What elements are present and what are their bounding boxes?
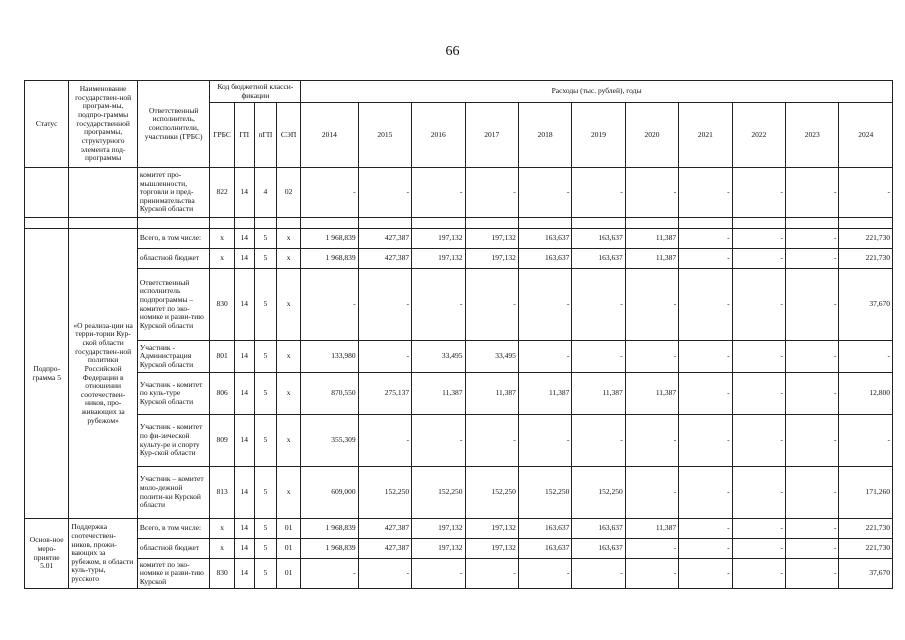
value-cell: - <box>625 559 678 589</box>
responsible-cell: комитет про-мышленности, торговли и пред-принимательства Курской области <box>137 168 210 218</box>
value-cell: 197,132 <box>412 519 465 539</box>
grbs-cell: x <box>210 519 234 539</box>
value-cell: 163,637 <box>518 229 571 249</box>
header-year: 2017 <box>465 103 518 168</box>
value-cell: - <box>625 168 678 218</box>
value-cell: - <box>518 168 571 218</box>
gp-cell: 14 <box>234 341 254 373</box>
value-cell: - <box>625 539 678 559</box>
value-cell: 152,250 <box>518 467 571 519</box>
responsible-cell: Ответственный исполнитель подпрограммы – комитет по эко-номике и разви-тию Курской области <box>137 269 210 341</box>
value-cell: - <box>572 559 625 589</box>
header-year: 2020 <box>625 103 678 168</box>
sep-cell: x <box>276 373 300 415</box>
value-cell: - <box>412 559 465 589</box>
table-row <box>25 519 893 539</box>
value-cell: 1 968,839 <box>301 229 358 249</box>
pgp-cell: 4 <box>254 168 276 218</box>
value-cell: 197,132 <box>465 229 518 249</box>
value-cell: 11,387 <box>518 373 571 415</box>
gp-cell: 14 <box>234 415 254 467</box>
value-cell: - <box>572 415 625 467</box>
value-cell: 275,137 <box>358 373 411 415</box>
responsible-cell: Участник - Администрация Курской области <box>137 341 210 373</box>
header-gp: ГП <box>234 103 254 168</box>
gp-cell: 14 <box>234 519 254 539</box>
value-cell: - <box>732 373 785 415</box>
value-cell: 163,637 <box>572 539 625 559</box>
page-number: 66 <box>445 44 460 59</box>
value-cell: 427,387 <box>358 229 411 249</box>
responsible-cell: областной бюджет <box>137 249 210 269</box>
header-year: 2016 <box>412 103 465 168</box>
value-cell: - <box>518 415 571 467</box>
header-year: 2014 <box>301 103 358 168</box>
grbs-cell: 830 <box>210 559 234 589</box>
value-cell: - <box>786 519 839 539</box>
value-cell: - <box>786 559 839 589</box>
value-cell: 11,387 <box>625 229 678 249</box>
value-cell: - <box>301 168 358 218</box>
value-cell: 221,730 <box>839 519 893 539</box>
value-cell: 163,637 <box>518 539 571 559</box>
subprogram-name: «О реализа-ции на терри-тории Кур-ской области государствен-ной политики Российской Федерации в отношении соотечествен-ников, про-живающих за рубежом» <box>69 229 138 519</box>
value-cell: - <box>732 269 785 341</box>
header-year: 2022 <box>732 103 785 168</box>
grbs-cell: x <box>210 249 234 269</box>
value-cell: 152,250 <box>358 467 411 519</box>
measure-name: Поддержка соотечествен-ников, прожи-вающих за рубежом, в области куль-туры, русского <box>69 519 138 589</box>
value-cell: 427,387 <box>358 249 411 269</box>
value-cell: - <box>625 467 678 519</box>
value-cell: - <box>679 519 732 539</box>
responsible-cell: Всего, в том числе: <box>137 229 210 249</box>
value-cell: - <box>732 341 785 373</box>
gp-cell: 14 <box>234 229 254 249</box>
value-cell: - <box>358 415 411 467</box>
value-cell: - <box>358 269 411 341</box>
table-row <box>25 467 893 519</box>
grbs-cell: 801 <box>210 341 234 373</box>
value-cell: - <box>786 269 839 341</box>
header-budget-code: Код бюджетной класси-фикации <box>210 81 301 103</box>
grbs-cell: 809 <box>210 415 234 467</box>
gp-cell: 14 <box>234 467 254 519</box>
pgp-cell: 5 <box>254 559 276 589</box>
value-cell: - <box>572 168 625 218</box>
value-cell: - <box>786 341 839 373</box>
value-cell: - <box>465 415 518 467</box>
value-cell: - <box>679 229 732 249</box>
value-cell: 870,550 <box>301 373 358 415</box>
sep-cell: x <box>276 341 300 373</box>
value-cell: - <box>786 415 839 467</box>
value-cell: 197,132 <box>412 249 465 269</box>
value-cell: 12,800 <box>839 373 893 415</box>
value-cell: - <box>412 269 465 341</box>
grbs-cell: 806 <box>210 373 234 415</box>
responsible-cell: комитет по эко-номике и разви-тию Курской <box>137 559 210 589</box>
header-year: 2024 <box>839 103 893 168</box>
value-cell: - <box>786 467 839 519</box>
header-year: 2019 <box>572 103 625 168</box>
sep-cell: 01 <box>276 559 300 589</box>
value-cell: 11,387 <box>572 373 625 415</box>
sep-cell: 02 <box>276 168 300 218</box>
value-cell: - <box>301 559 358 589</box>
value-cell: 427,387 <box>358 519 411 539</box>
value-cell: 163,637 <box>572 249 625 269</box>
value-cell: - <box>679 559 732 589</box>
table-row <box>25 249 893 269</box>
value-cell: - <box>625 415 678 467</box>
header-grbs: ГРБС <box>210 103 234 168</box>
gp-cell: 14 <box>234 269 254 341</box>
value-cell: 152,250 <box>572 467 625 519</box>
value-cell: 197,132 <box>465 539 518 559</box>
value-cell: - <box>679 539 732 559</box>
spacer-row <box>25 218 893 229</box>
value-cell: 171,260 <box>839 467 893 519</box>
table-row <box>25 539 893 559</box>
value-cell: 163,637 <box>572 229 625 249</box>
gp-cell: 14 <box>234 539 254 559</box>
value-cell: - <box>412 168 465 218</box>
value-cell: - <box>679 168 732 218</box>
value-cell: - <box>839 341 893 373</box>
value-cell: 1 968,839 <box>301 249 358 269</box>
header-year: 2021 <box>679 103 732 168</box>
header-year: 2023 <box>786 103 839 168</box>
value-cell: 1 968,839 <box>301 539 358 559</box>
value-cell: 221,730 <box>839 249 893 269</box>
responsible-cell: Участник – комитет моло-дежной полити-ки Курской области <box>137 467 210 519</box>
value-cell: - <box>786 539 839 559</box>
value-cell: - <box>358 341 411 373</box>
pgp-cell: 5 <box>254 249 276 269</box>
value-cell: - <box>358 559 411 589</box>
value-cell: - <box>732 559 785 589</box>
table-row <box>25 229 893 249</box>
value-cell: - <box>786 168 839 218</box>
value-cell: - <box>732 519 785 539</box>
sep-cell: x <box>276 229 300 249</box>
value-cell: - <box>465 559 518 589</box>
value-cell: - <box>732 539 785 559</box>
value-cell: 37,670 <box>839 559 893 589</box>
value-cell: - <box>572 269 625 341</box>
sep-cell: 01 <box>276 519 300 539</box>
value-cell: - <box>412 415 465 467</box>
pgp-cell: 5 <box>254 341 276 373</box>
header-status: Статус <box>25 81 69 168</box>
value-cell: - <box>679 467 732 519</box>
pgp-cell: 5 <box>254 229 276 249</box>
value-cell: 197,132 <box>412 229 465 249</box>
value-cell: 197,132 <box>465 519 518 539</box>
value-cell: - <box>839 415 893 467</box>
value-cell: - <box>465 269 518 341</box>
value-cell: - <box>518 269 571 341</box>
pgp-cell: 5 <box>254 539 276 559</box>
subprogram-status: Подпро-грамма 5 <box>25 229 69 519</box>
value-cell: 1 968,839 <box>301 519 358 539</box>
value-cell: - <box>679 341 732 373</box>
value-cell: - <box>358 168 411 218</box>
value-cell: - <box>732 249 785 269</box>
pgp-cell: 5 <box>254 373 276 415</box>
value-cell: - <box>679 415 732 467</box>
value-cell: 133,980 <box>301 341 358 373</box>
table-row <box>25 168 893 218</box>
header-name: Наименование государствен-ной програм-мы, подпро-граммы государственной программы, структурного элемента под-программы <box>69 81 138 168</box>
grbs-cell: 813 <box>210 467 234 519</box>
value-cell: 355,309 <box>301 415 358 467</box>
budget-table <box>24 80 893 589</box>
value-cell: 163,637 <box>518 249 571 269</box>
header-sep: СЭП <box>276 103 300 168</box>
value-cell: - <box>839 168 893 218</box>
value-cell: 197,132 <box>465 249 518 269</box>
value-cell: 33,495 <box>465 341 518 373</box>
value-cell: 609,000 <box>301 467 358 519</box>
value-cell: - <box>732 467 785 519</box>
pgp-cell: 5 <box>254 467 276 519</box>
table-row <box>25 269 893 341</box>
grbs-cell: 830 <box>210 269 234 341</box>
value-cell: - <box>732 168 785 218</box>
value-cell: - <box>518 559 571 589</box>
value-cell: 221,730 <box>839 229 893 249</box>
value-cell: 221,730 <box>839 539 893 559</box>
value-cell: - <box>518 341 571 373</box>
value-cell: 163,637 <box>572 519 625 539</box>
gp-cell: 14 <box>234 168 254 218</box>
table-row <box>25 415 893 467</box>
value-cell: 11,387 <box>625 519 678 539</box>
pgp-cell: 5 <box>254 415 276 467</box>
value-cell: 37,670 <box>839 269 893 341</box>
grbs-cell: x <box>210 229 234 249</box>
sep-cell: 01 <box>276 539 300 559</box>
value-cell: 11,387 <box>625 373 678 415</box>
grbs-cell: x <box>210 539 234 559</box>
gp-cell: 14 <box>234 373 254 415</box>
value-cell: 152,250 <box>465 467 518 519</box>
value-cell: - <box>679 269 732 341</box>
value-cell: - <box>465 168 518 218</box>
value-cell: - <box>679 249 732 269</box>
value-cell: 163,637 <box>518 519 571 539</box>
value-cell: - <box>732 229 785 249</box>
table-row <box>25 559 893 589</box>
pgp-cell: 5 <box>254 519 276 539</box>
header-year: 2015 <box>358 103 411 168</box>
header-pgp: пГП <box>254 103 276 168</box>
sep-cell: x <box>276 269 300 341</box>
header-year: 2018 <box>518 103 571 168</box>
gp-cell: 14 <box>234 249 254 269</box>
value-cell: 197,132 <box>412 539 465 559</box>
sep-cell: x <box>276 249 300 269</box>
value-cell: - <box>301 269 358 341</box>
table-row <box>25 373 893 415</box>
header-expenses: Расходы (тыс. рублей), годы <box>301 81 893 103</box>
sep-cell: x <box>276 467 300 519</box>
responsible-cell: Участник - комитет по куль-туре Курской области <box>137 373 210 415</box>
value-cell: - <box>732 415 785 467</box>
value-cell: - <box>625 341 678 373</box>
value-cell: 33,495 <box>412 341 465 373</box>
value-cell: - <box>572 341 625 373</box>
gp-cell: 14 <box>234 559 254 589</box>
value-cell: 11,387 <box>625 249 678 269</box>
grbs-cell: 822 <box>210 168 234 218</box>
pgp-cell: 5 <box>254 269 276 341</box>
table-row <box>25 341 893 373</box>
value-cell: 11,387 <box>412 373 465 415</box>
responsible-cell: Участник - комитет по фи-зической культу-ре и спорту Кур-ской области <box>137 415 210 467</box>
value-cell: - <box>625 269 678 341</box>
value-cell: - <box>786 373 839 415</box>
value-cell: - <box>786 229 839 249</box>
measure-status: Основ-ное меро-приятие 5.01 <box>25 519 69 589</box>
value-cell: - <box>786 249 839 269</box>
responsible-cell: Всего, в том числе: <box>137 519 210 539</box>
value-cell: 152,250 <box>412 467 465 519</box>
header-responsible: Ответственный исполнитель, соисполнители, участники (ГРБС) <box>137 81 210 168</box>
value-cell: 11,387 <box>465 373 518 415</box>
responsible-cell: областной бюджет <box>137 539 210 559</box>
value-cell: 427,387 <box>358 539 411 559</box>
value-cell: - <box>679 373 732 415</box>
sep-cell: x <box>276 415 300 467</box>
